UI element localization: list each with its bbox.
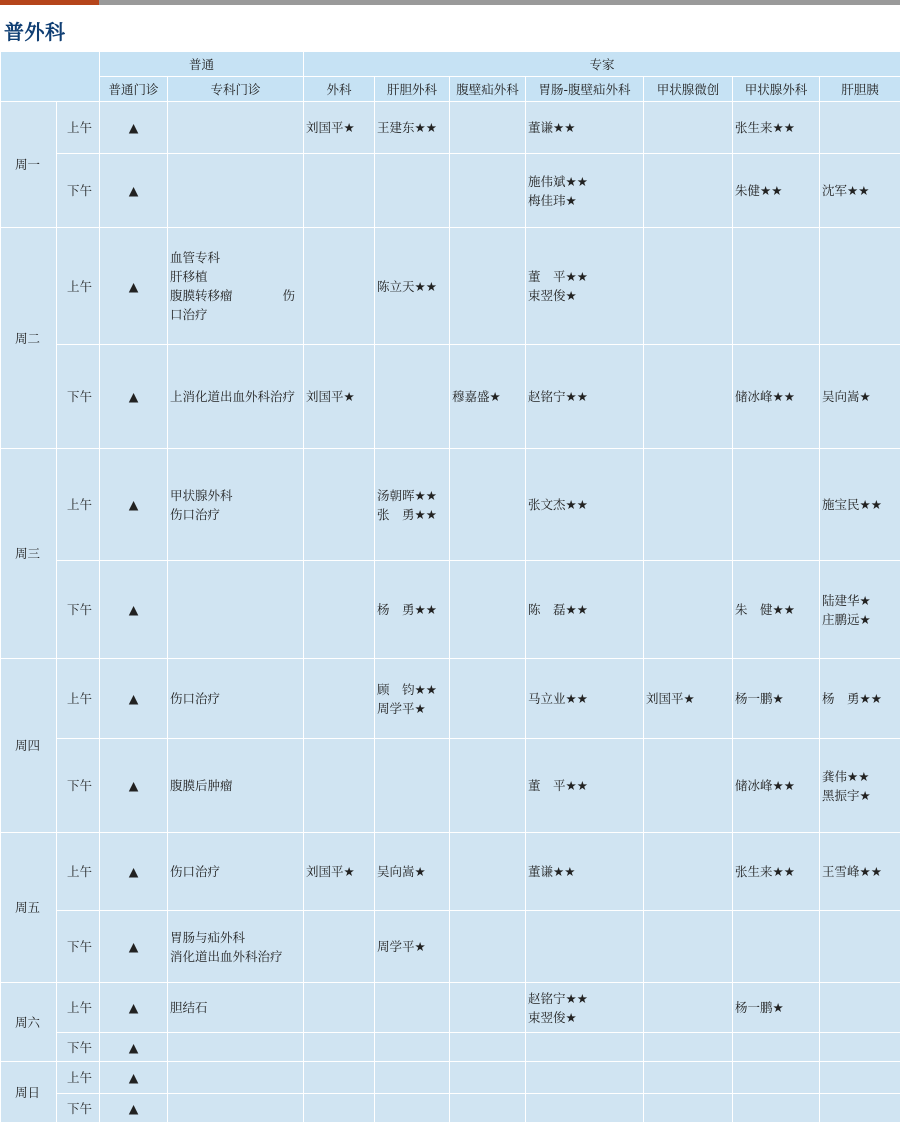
doctor-name: 张生来★★	[735, 864, 795, 879]
doctor-name: 梅佳玮★	[528, 192, 577, 208]
expert-cell	[644, 561, 733, 659]
doctor-name: 周学平★	[377, 700, 426, 716]
specialty-item: 伤口治疗	[170, 864, 221, 879]
top-accent-bar	[0, 0, 99, 5]
expert-cell	[304, 1094, 375, 1123]
doctor-name: 董 平★★	[528, 269, 588, 284]
col-header-surgery: 外科	[304, 77, 375, 102]
schedule-row	[1, 449, 900, 561]
doctor-name: 周学平★	[377, 939, 426, 954]
doctor-name: 储冰峰★★	[735, 389, 795, 404]
general-clinic-marker: ▲	[100, 449, 168, 561]
doctor-name: 刘国平★	[646, 691, 695, 706]
expert-cell	[304, 739, 375, 833]
expert-cell	[820, 561, 900, 659]
expert-cell	[375, 659, 450, 739]
half-day-label: 下午	[57, 1094, 100, 1123]
expert-cell	[375, 1094, 450, 1123]
schedule-row	[1, 833, 900, 911]
doctor-name: 顾 钧★★	[377, 681, 437, 697]
general-clinic-marker: ▲	[100, 739, 168, 833]
expert-cell	[526, 154, 644, 228]
expert-cell	[733, 154, 820, 228]
expert-cell	[526, 345, 644, 449]
specialty-item: 消化道出血外科治疗	[170, 948, 283, 964]
col-header-gi-hernia: 胃肠-腹壁疝外科	[526, 77, 644, 102]
expert-cell	[644, 659, 733, 739]
expert-cell	[450, 102, 526, 154]
expert-cell	[450, 659, 526, 739]
doctor-name: 汤朝晖★★	[377, 487, 437, 503]
half-day-label: 上午	[57, 833, 100, 911]
doctor-name: 黑振宇★	[822, 787, 871, 803]
doctor-name: 吴向嵩★	[377, 864, 426, 879]
specialty-clinic-cell	[168, 1062, 304, 1094]
expert-cell	[375, 1062, 450, 1094]
col-header-general-clinic: 普通门诊	[100, 77, 168, 102]
day-label: 周日	[1, 1062, 57, 1123]
schedule-row	[1, 1033, 900, 1062]
general-clinic-marker: ▲	[100, 1094, 168, 1123]
doctor-name: 刘国平★	[306, 389, 355, 404]
doctor-name: 施宝民★★	[822, 497, 882, 512]
day-label: 周五	[1, 833, 57, 983]
expert-cell	[450, 154, 526, 228]
doctor-name: 张 勇★★	[377, 506, 437, 522]
general-clinic-marker: ▲	[100, 911, 168, 983]
expert-cell	[304, 833, 375, 911]
expert-cell	[820, 102, 900, 154]
expert-cell	[375, 449, 450, 561]
doctor-name: 束翌俊★	[528, 288, 577, 303]
expert-cell	[733, 1094, 820, 1123]
doctor-name: 杨 勇★★	[377, 602, 437, 617]
expert-cell	[304, 561, 375, 659]
doctor-name: 陆建华★	[822, 592, 871, 608]
expert-cell	[304, 911, 375, 983]
specialty-item: 上消化道出血外科治疗	[170, 389, 296, 404]
doctor-name: 刘国平★	[306, 120, 355, 135]
expert-cell	[820, 154, 900, 228]
expert-cell	[526, 1062, 644, 1094]
doctor-name: 王建东★★	[377, 120, 437, 135]
doctor-name: 朱健★★	[735, 183, 783, 198]
expert-cell	[644, 1062, 733, 1094]
half-day-label: 下午	[57, 154, 100, 228]
expert-cell	[820, 983, 900, 1033]
expert-cell	[644, 833, 733, 911]
expert-cell	[375, 345, 450, 449]
expert-cell	[304, 228, 375, 345]
schedule-row	[1, 154, 900, 228]
doctor-name: 张文杰★★	[528, 497, 588, 512]
expert-cell	[526, 1033, 644, 1062]
doctor-name: 朱 健★★	[735, 602, 795, 617]
doctor-name: 杨一鹏★	[735, 1000, 784, 1015]
expert-cell	[375, 561, 450, 659]
doctor-name: 杨 勇★★	[822, 691, 882, 706]
specialty-item: 甲状腺外科	[170, 487, 233, 503]
schedule-row	[1, 102, 900, 154]
expert-cell	[304, 102, 375, 154]
half-day-label: 下午	[57, 561, 100, 659]
general-clinic-marker: ▲	[100, 1062, 168, 1094]
expert-cell	[526, 449, 644, 561]
half-day-label: 上午	[57, 102, 100, 154]
specialty-item: 胆结石	[170, 1000, 208, 1015]
doctor-name: 龚伟★★	[822, 768, 870, 784]
doctor-name: 赵铭宁★★	[528, 389, 588, 404]
expert-cell	[733, 449, 820, 561]
expert-cell	[450, 739, 526, 833]
specialty-clinic-cell	[168, 659, 304, 739]
doctor-name: 储冰峰★★	[735, 778, 795, 793]
expert-cell	[450, 345, 526, 449]
schedule-row	[1, 911, 900, 983]
expert-cell	[450, 1094, 526, 1123]
expert-cell	[644, 739, 733, 833]
expert-cell	[820, 449, 900, 561]
doctor-name: 王雪峰★★	[822, 864, 882, 879]
general-clinic-marker: ▲	[100, 345, 168, 449]
day-label: 周三	[1, 449, 57, 659]
expert-cell	[644, 345, 733, 449]
expert-cell	[820, 739, 900, 833]
doctor-name: 董谦★★	[528, 120, 576, 135]
expert-cell	[304, 345, 375, 449]
doctor-name: 马立业★★	[528, 691, 588, 706]
specialty-clinic-cell	[168, 345, 304, 449]
specialty-item: 腹膜转移瘤 伤口治疗	[170, 288, 296, 322]
specialty-clinic-cell	[168, 983, 304, 1033]
expert-cell	[304, 1062, 375, 1094]
half-day-label: 下午	[57, 911, 100, 983]
page-title: 普外科	[4, 20, 66, 44]
expert-cell	[820, 911, 900, 983]
day-label: 周二	[1, 228, 57, 449]
half-day-label: 上午	[57, 659, 100, 739]
expert-cell	[820, 833, 900, 911]
day-label: 周六	[1, 983, 57, 1062]
expert-cell	[526, 102, 644, 154]
doctor-name: 穆嘉盛★	[452, 389, 501, 404]
schedule-row	[1, 345, 900, 449]
general-clinic-marker: ▲	[100, 833, 168, 911]
schedule-row	[1, 228, 900, 345]
col-header-hpb: 肝胆胰	[820, 77, 900, 102]
specialty-item: 伤口治疗	[170, 506, 221, 522]
expert-cell	[733, 345, 820, 449]
expert-cell	[733, 911, 820, 983]
half-day-label: 下午	[57, 739, 100, 833]
half-day-label: 上午	[57, 983, 100, 1033]
schedule-row	[1, 659, 900, 739]
specialty-clinic-cell	[168, 833, 304, 911]
general-clinic-marker: ▲	[100, 659, 168, 739]
specialty-clinic-cell	[168, 154, 304, 228]
col-header-specialty-clinic: 专科门诊	[168, 77, 304, 102]
expert-cell	[375, 911, 450, 983]
expert-cell	[733, 739, 820, 833]
expert-cell	[820, 659, 900, 739]
expert-cell	[450, 983, 526, 1033]
doctor-name: 刘国平★	[306, 864, 355, 879]
expert-cell	[644, 449, 733, 561]
general-clinic-marker: ▲	[100, 1033, 168, 1062]
header-group-general: 普通	[100, 52, 304, 77]
expert-cell	[450, 1062, 526, 1094]
expert-cell	[450, 1033, 526, 1062]
expert-cell	[820, 1033, 900, 1062]
expert-cell	[375, 833, 450, 911]
col-header-thyroid-minimal: 甲状腺微创	[644, 77, 733, 102]
specialty-item: 腹膜后肿瘤	[170, 778, 233, 793]
doctor-name: 董 平★★	[528, 778, 588, 793]
specialty-item: 血管专科	[170, 250, 221, 265]
expert-cell	[820, 345, 900, 449]
expert-cell	[375, 228, 450, 345]
doctor-name: 杨一鹏★	[735, 691, 784, 706]
expert-cell	[450, 561, 526, 659]
doctor-name: 陈立天★★	[377, 278, 437, 294]
expert-cell	[820, 1094, 900, 1123]
expert-cell	[733, 228, 820, 345]
expert-cell	[526, 659, 644, 739]
specialty-item: 伤口治疗	[170, 691, 221, 706]
expert-cell	[644, 1033, 733, 1062]
expert-cell	[450, 911, 526, 983]
col-header-thyroid: 甲状腺外科	[733, 77, 820, 102]
day-label: 周四	[1, 659, 57, 833]
doctor-name: 沈军★★	[822, 183, 870, 198]
specialty-clinic-cell	[168, 1033, 304, 1062]
specialty-clinic-cell	[168, 739, 304, 833]
expert-cell	[733, 102, 820, 154]
doctor-name: 董谦★★	[528, 864, 576, 879]
schedule-row	[1, 739, 900, 833]
schedule-row	[1, 1094, 900, 1123]
top-color-bar	[0, 0, 900, 5]
col-header-hernia: 腹壁疝外科	[450, 77, 526, 102]
header-corner-cell	[1, 52, 100, 102]
specialty-clinic-cell	[168, 911, 304, 983]
general-clinic-marker: ▲	[100, 102, 168, 154]
general-clinic-marker: ▲	[100, 983, 168, 1033]
expert-cell	[644, 102, 733, 154]
day-label: 周一	[1, 102, 57, 228]
doctor-name: 施伟斌★★	[528, 173, 588, 189]
doctor-name: 张生来★★	[735, 120, 795, 135]
col-header-hepatobiliary: 肝胆外科	[375, 77, 450, 102]
expert-cell	[450, 833, 526, 911]
expert-cell	[304, 154, 375, 228]
expert-cell	[733, 1033, 820, 1062]
expert-cell	[375, 154, 450, 228]
specialty-clinic-cell	[168, 1094, 304, 1123]
specialty-clinic-cell	[168, 561, 304, 659]
expert-cell	[526, 911, 644, 983]
expert-cell	[450, 228, 526, 345]
schedule-row	[1, 1062, 900, 1094]
expert-cell	[733, 561, 820, 659]
expert-cell	[375, 1033, 450, 1062]
expert-cell	[450, 449, 526, 561]
expert-cell	[375, 102, 450, 154]
specialty-item: 胃肠与疝外科	[170, 929, 246, 945]
expert-cell	[733, 833, 820, 911]
general-clinic-marker: ▲	[100, 154, 168, 228]
specialty-item: 肝移植	[170, 269, 208, 284]
doctor-name: 赵铭宁★★	[528, 990, 588, 1006]
expert-cell	[820, 1062, 900, 1094]
expert-cell	[733, 659, 820, 739]
doctor-name: 陈 磊★★	[528, 602, 588, 617]
doctor-name: 束翌俊★	[528, 1009, 577, 1025]
expert-cell	[375, 983, 450, 1033]
expert-cell	[644, 228, 733, 345]
doctor-name: 庄鹏远★	[822, 611, 871, 627]
schedule-row	[1, 983, 900, 1033]
header-group-expert: 专家	[304, 52, 900, 77]
expert-cell	[733, 983, 820, 1033]
specialty-clinic-cell	[168, 102, 304, 154]
specialty-clinic-cell	[168, 449, 304, 561]
expert-cell	[644, 911, 733, 983]
expert-cell	[733, 1062, 820, 1094]
schedule-row	[1, 561, 900, 659]
expert-cell	[304, 659, 375, 739]
expert-cell	[644, 983, 733, 1033]
expert-cell	[526, 228, 644, 345]
half-day-label: 下午	[57, 345, 100, 449]
expert-cell	[820, 228, 900, 345]
expert-cell	[526, 561, 644, 659]
expert-cell	[644, 1094, 733, 1123]
expert-cell	[304, 449, 375, 561]
general-clinic-marker: ▲	[100, 561, 168, 659]
expert-cell	[304, 983, 375, 1033]
schedule-table	[0, 51, 900, 1123]
expert-cell	[304, 1033, 375, 1062]
expert-cell	[526, 833, 644, 911]
expert-cell	[526, 983, 644, 1033]
half-day-label: 上午	[57, 1062, 100, 1094]
expert-cell	[526, 739, 644, 833]
specialty-clinic-cell	[168, 228, 304, 345]
expert-cell	[526, 1094, 644, 1123]
doctor-name: 吴向嵩★	[822, 389, 871, 404]
expert-cell	[375, 739, 450, 833]
half-day-label: 下午	[57, 1033, 100, 1062]
general-clinic-marker: ▲	[100, 228, 168, 345]
half-day-label: 上午	[57, 228, 100, 345]
half-day-label: 上午	[57, 449, 100, 561]
expert-cell	[644, 154, 733, 228]
